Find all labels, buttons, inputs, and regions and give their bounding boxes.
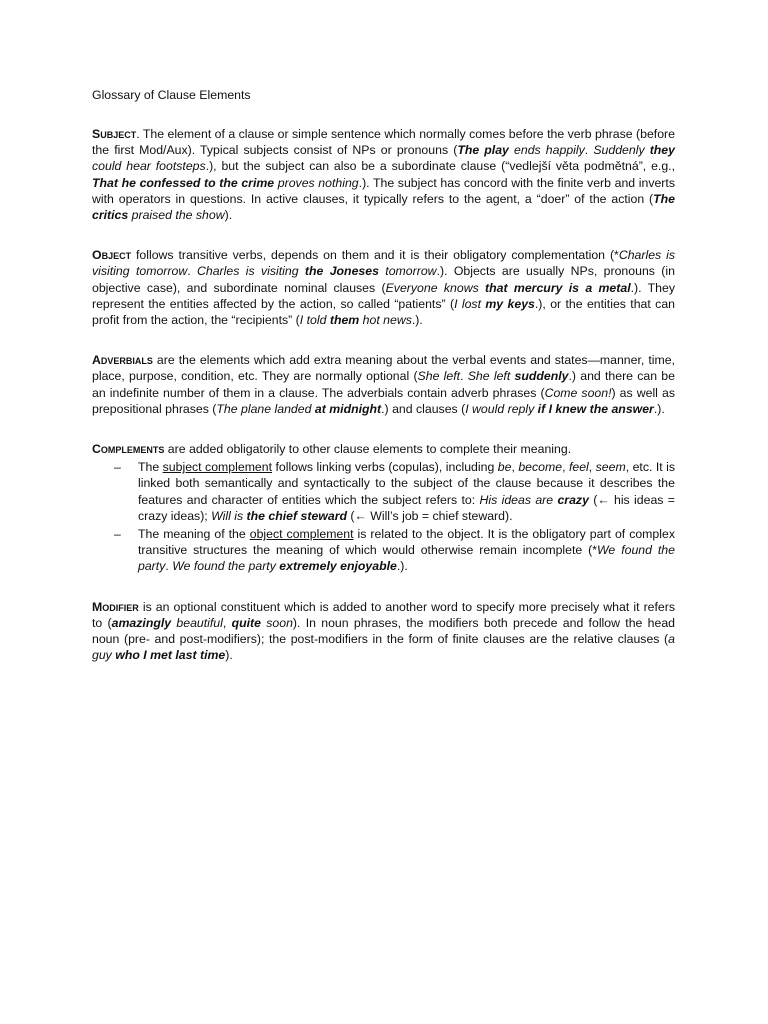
subject-example: ends happily	[508, 143, 585, 158]
subject-text: .	[584, 143, 594, 158]
adverbials-text: .) and clauses (	[381, 401, 466, 416]
complement-text: (← Will’s job = chief steward).	[347, 508, 513, 523]
complement-example: Will is	[211, 508, 247, 523]
list-item-subject-complement	[114, 459, 676, 524]
dash-bullet: –	[114, 460, 121, 475]
modifier-example: soon	[260, 615, 293, 630]
modifier-example: amazingly	[111, 615, 172, 630]
term-adverbials: Adverbials	[92, 353, 153, 368]
object-example: Everyone knows	[385, 280, 486, 295]
complement-example: the chief steward	[246, 508, 347, 523]
complement-text: ,	[511, 460, 519, 475]
object-example: the Joneses	[304, 264, 379, 279]
complement-example: crazy	[557, 492, 589, 507]
subject-example: could hear footsteps	[92, 159, 206, 174]
object-example: Charles is visiting	[196, 264, 305, 279]
adverbials-example: if I knew the answer	[537, 401, 654, 416]
modifier-text: ,	[222, 615, 232, 630]
object-text: .), or the entities that can profit from the action, the “recipients” (	[92, 296, 676, 328]
adverbials-example: She left	[467, 369, 515, 384]
object-example: I told	[299, 313, 330, 328]
complement-text: .).	[396, 559, 408, 574]
complements-list	[92, 459, 675, 574]
glossary-body	[92, 126, 675, 687]
adverbials-text: .).	[653, 401, 665, 416]
complement-example: seem	[595, 460, 626, 475]
complement-term: subject complement	[162, 460, 273, 475]
complement-text: The	[138, 460, 163, 475]
subject-example: Suddenly	[593, 143, 650, 158]
complement-text: , etc. It is linked both semantically and syntactically to the subject of the clause because it describes the features and character of entities which the subject refers to:	[138, 460, 676, 507]
complement-text: follows linking verbs (copulas), including	[272, 460, 498, 475]
term-modifier: Modifier	[92, 599, 139, 614]
object-text: .).	[411, 313, 423, 328]
adverbials-example: Come soon!	[544, 385, 612, 400]
modifier-example: who I met last time	[115, 648, 226, 663]
term-subject: Subject	[92, 127, 137, 141]
entry-complements	[92, 441, 675, 575]
subject-text: . The element of a clause or simple sentence which normally comes before the verb phrase (before the first Mod/Aux). Typical subjects consist of NPs or pronouns (	[92, 127, 675, 158]
complement-text: ,	[562, 460, 569, 475]
subject-example: The play	[457, 143, 509, 158]
object-example: my keys	[485, 296, 535, 311]
modifier-text: ). In noun phrases, the modifiers both precede and follow the head noun (pre- and post-modifiers); the post-modifiers in the form of finite clauses are the relative clauses (	[92, 615, 675, 647]
adverbials-text: .	[460, 369, 468, 384]
adverbials-text: are the elements which add extra meaning about the verbal events and states—manner, time, place, purpose, condition, etc. They are normally optional (	[92, 353, 675, 384]
modifier-example: quite	[231, 615, 261, 630]
subject-text: ).	[224, 208, 233, 223]
adverbials-text: ) as well as prepositional phrases (	[92, 385, 675, 416]
entry-adverbials	[92, 352, 675, 417]
object-text: .	[187, 264, 197, 279]
object-example: I lost	[454, 296, 486, 311]
object-example: that mercury is a metal	[485, 280, 631, 295]
object-example: them	[329, 313, 360, 328]
complement-example: feel	[568, 460, 589, 475]
adverbials-example: I would reply	[465, 401, 538, 416]
document-title: Glossary of Clause Elements	[92, 88, 251, 102]
adverbials-example: suddenly	[514, 369, 569, 384]
subject-text: .), but the subject can also be a subordinate clause (“vedlejší věta podmětná”, e.g.,	[205, 159, 675, 174]
modifier-text: ).	[225, 648, 233, 663]
object-text: .). Objects are usually NPs, pronouns (in objective case), and subordinate nominal clauses (	[92, 264, 675, 295]
subject-example: they	[649, 143, 675, 158]
object-example: Charles is visiting tomorrow	[92, 248, 676, 279]
complement-term: object complement	[249, 527, 354, 542]
object-text: follows transitive verbs, depends on them and it is their obligatory complementation (*	[131, 248, 619, 263]
complement-text: .	[165, 559, 173, 574]
subject-example: That he confessed to the crime	[92, 175, 275, 190]
object-example: tomorrow	[378, 264, 437, 279]
term-complements: Complements	[92, 442, 165, 457]
subject-example: praised the show	[128, 208, 225, 223]
complement-example: be	[497, 460, 512, 475]
subject-text: .). The subject has concord with the finite verb and inverts with operators in questions. In active clauses, it typically refers to the agent, a “doer” of the action (	[92, 175, 675, 206]
complement-text: The meaning of the	[138, 527, 250, 542]
dash-bullet: –	[114, 527, 121, 542]
modifier-text: is an optional constituent which is added to another word to specify more precisely what it refers to (	[92, 599, 675, 630]
object-example: hot news	[359, 313, 412, 328]
complements-intro	[92, 441, 675, 457]
list-item-object-complement	[114, 526, 675, 575]
entry-object	[92, 247, 675, 328]
complement-example: become	[518, 460, 563, 475]
adverbials-example: She left	[417, 369, 461, 384]
complement-text: ,	[588, 460, 596, 475]
object-text: .). They represent the entities affected by the action, so called “patients” (	[92, 280, 675, 311]
complement-example: extremely enjoyable	[279, 559, 397, 574]
entry-subject	[92, 126, 675, 223]
adverbials-text: .) and there can be an indefinite number of them in a clause. The adverbials contain adverb phrases (	[92, 369, 675, 400]
entry-modifier	[92, 599, 675, 664]
complement-example: His ideas are	[479, 492, 558, 507]
complement-text: (← his ideas = crazy ideas);	[138, 492, 675, 523]
subject-example: proves nothing	[274, 175, 359, 190]
term-object: Object	[92, 248, 132, 263]
adverbials-example: at midnight	[314, 401, 382, 416]
complement-example: We found the party	[138, 543, 675, 574]
modifier-example: beautiful	[171, 615, 223, 630]
modifier-example: a guy	[92, 632, 675, 663]
subject-example: The critics	[92, 191, 675, 223]
adverbials-example: The plane landed	[216, 401, 315, 416]
complement-example: We found the party	[172, 559, 280, 574]
complements-text: are added obligatorily to other clause elements to complete their meaning.	[164, 442, 572, 457]
complement-text: is related to the object. It is the obligatory part of complex transitive structures the meaning of which would otherwise remain incomplete (*	[138, 527, 675, 558]
